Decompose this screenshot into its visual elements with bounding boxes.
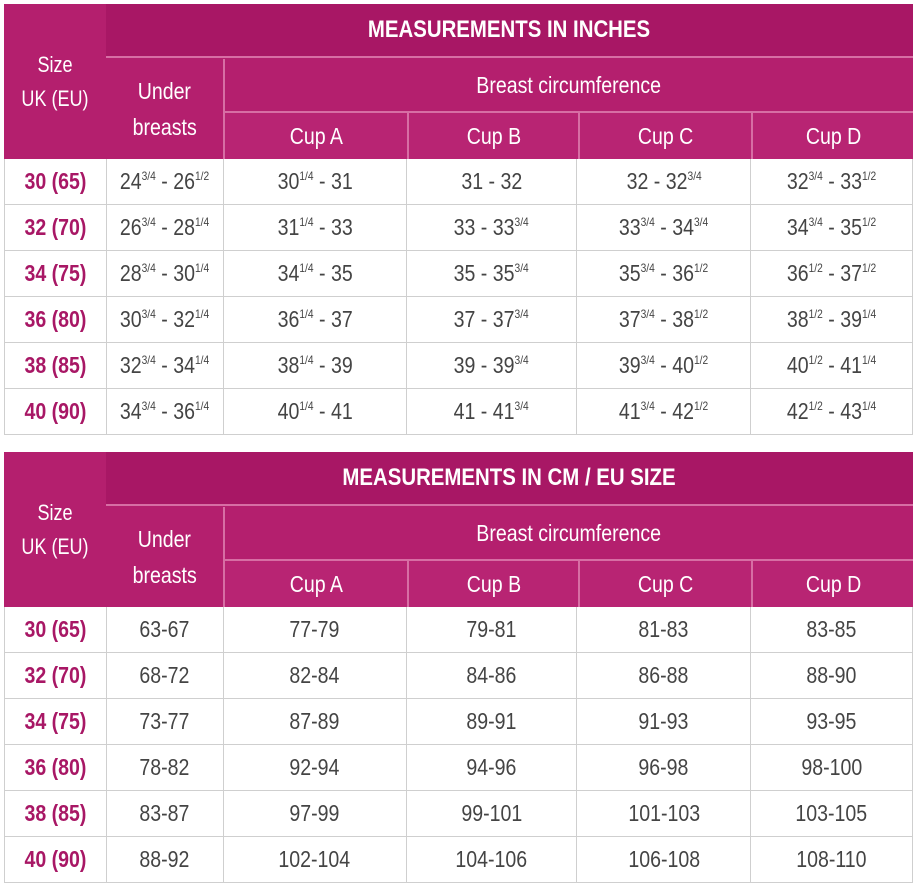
size-cell-text: 40 (90) — [24, 398, 87, 424]
table-row — [5, 653, 913, 699]
under-breasts-cell — [107, 791, 224, 836]
cup-d-cell — [751, 791, 913, 836]
header-divider — [225, 559, 913, 561]
under-breasts-cell-text: $24^{3/4} - 26^{1/2}$ — [120, 168, 210, 194]
cup-a-cell — [224, 343, 407, 388]
cup-a-cell-text: $34^{1/4} - 35$ — [277, 260, 353, 286]
table-row — [5, 607, 913, 653]
header-divider — [106, 56, 913, 58]
cup-a-cell-text: 77-79 — [289, 616, 340, 642]
under-breasts-header — [106, 507, 223, 607]
cup-c-cell — [577, 699, 751, 744]
under-breasts-cell — [107, 251, 224, 296]
cup-d-cell-text: $38^{1/2} - 39^{1/4}$ — [786, 306, 877, 332]
cup-c-cell — [577, 343, 751, 388]
cup-b-cell — [407, 343, 578, 388]
under-header-line1: Under — [137, 526, 192, 552]
cup-a-cell-text: $36^{1/4} - 37$ — [277, 306, 353, 332]
under-breasts-cell — [107, 389, 224, 434]
size-cell-text: 38 (85) — [24, 800, 87, 826]
cup-a-label: Cup A — [289, 122, 343, 149]
size-cell — [5, 837, 107, 882]
cup-b-cell-text: 84-86 — [466, 662, 517, 688]
size-cell-text: 34 (75) — [24, 708, 87, 734]
under-breasts-cell-text: $34^{3/4} - 36^{1/4}$ — [120, 398, 210, 424]
cup-c-label: Cup C — [637, 570, 694, 597]
table-row — [5, 791, 913, 837]
under-breasts-header — [106, 59, 223, 159]
size-cell-text: 40 (90) — [24, 846, 87, 872]
cup-a-cell-text: 92-94 — [289, 754, 340, 780]
cup-b-cell — [407, 745, 578, 790]
cup-d-cell — [751, 205, 913, 250]
under-breasts-cell-text: 78-82 — [139, 754, 190, 780]
cup-c-cell — [577, 389, 751, 434]
cup-c-cell-text: $32 - 32^{3/4}$ — [626, 168, 702, 194]
cup-d-cell-text: 93-95 — [806, 708, 857, 734]
table-row — [5, 343, 913, 389]
table-row — [5, 205, 913, 251]
cup-d-cell — [751, 389, 913, 434]
size-header-line1: Size — [37, 51, 73, 77]
size-header-line2: UK (EU) — [21, 85, 89, 111]
table-row — [5, 699, 913, 745]
cup-c-cell — [577, 745, 751, 790]
cup-c-cell — [577, 791, 751, 836]
size-cell-text: 30 (65) — [24, 168, 87, 194]
cup-d-cell-text: 98-100 — [801, 754, 863, 780]
under-header-line2: breasts — [132, 562, 197, 588]
size-cell — [5, 745, 107, 790]
breast-circumference-header — [225, 507, 913, 559]
under-header-line2: breasts — [132, 114, 197, 140]
table-row — [5, 745, 913, 791]
cup-a-cell — [224, 699, 407, 744]
table-row — [5, 297, 913, 343]
under-breasts-cell-text: 88-92 — [139, 846, 190, 872]
cup-b-cell — [407, 389, 578, 434]
size-cell — [5, 699, 107, 744]
cup-a-header — [225, 561, 407, 607]
cup-d-cell — [751, 159, 913, 204]
cup-d-label: Cup D — [805, 122, 861, 149]
cup-c-header — [578, 561, 752, 607]
cup-b-cell — [407, 607, 578, 652]
size-cell-text: 32 (70) — [24, 662, 87, 688]
under-breasts-cell — [107, 837, 224, 882]
cup-d-cell — [751, 343, 913, 388]
breast-header-text: Breast circumference — [476, 519, 662, 546]
cup-b-cell — [407, 205, 578, 250]
size-cell-text: 32 (70) — [24, 214, 87, 240]
cup-c-cell — [577, 607, 751, 652]
cup-a-cell — [224, 251, 407, 296]
size-cell — [5, 389, 107, 434]
inches-table-body — [4, 159, 913, 435]
cup-b-header — [407, 561, 578, 607]
cup-c-cell-text: 81-83 — [638, 616, 689, 642]
under-breasts-cell — [107, 699, 224, 744]
under-breasts-cell — [107, 607, 224, 652]
under-breasts-cell-text: 73-77 — [139, 708, 190, 734]
size-cell-text: 36 (80) — [24, 306, 87, 332]
inches-table — [4, 4, 913, 435]
cup-d-cell-text: $36^{1/2} - 37^{1/2}$ — [786, 260, 877, 286]
cup-d-cell-text: $42^{1/2} - 43^{1/4}$ — [786, 398, 877, 424]
table-row — [5, 159, 913, 205]
table-row — [5, 837, 913, 883]
header-divider — [223, 507, 225, 607]
size-cell-text: 38 (85) — [24, 352, 87, 378]
under-breasts-cell — [107, 159, 224, 204]
under-breasts-cell-text: 68-72 — [139, 662, 190, 688]
cup-b-cell-text: $35 - 35^{3/4}$ — [453, 260, 530, 286]
cup-c-cell-text: 96-98 — [638, 754, 689, 780]
size-header — [13, 452, 97, 607]
cup-b-cell — [407, 791, 578, 836]
cup-c-cell-text: $41^{3/4} - 42^{1/2}$ — [619, 398, 709, 424]
cup-a-cell — [224, 205, 407, 250]
size-cell — [5, 791, 107, 836]
table-title — [106, 452, 913, 504]
cup-d-cell — [751, 251, 913, 296]
header-divider — [223, 59, 225, 159]
cm-table — [4, 452, 913, 883]
cup-d-cell-text: $34^{3/4} - 35^{1/2}$ — [786, 214, 877, 240]
cup-a-cell — [224, 297, 407, 342]
size-cell-text: 36 (80) — [24, 754, 87, 780]
cup-c-cell — [577, 837, 751, 882]
table-title — [106, 4, 913, 56]
size-header-line1: Size — [37, 499, 73, 525]
cup-d-cell-text: 83-85 — [806, 616, 857, 642]
size-cell — [5, 297, 107, 342]
size-cell — [5, 251, 107, 296]
cup-a-cell-text: $30^{1/4} - 31$ — [277, 168, 353, 194]
cm-table-body — [4, 607, 913, 883]
size-header — [13, 4, 97, 159]
cup-b-cell — [407, 653, 578, 698]
inches-table-header — [4, 4, 913, 159]
cup-c-cell — [577, 251, 751, 296]
under-breasts-cell — [107, 205, 224, 250]
cup-a-cell-text: 97-99 — [289, 800, 340, 826]
cup-c-cell — [577, 159, 751, 204]
cup-b-cell — [407, 297, 578, 342]
cup-a-cell — [224, 607, 407, 652]
cup-d-label: Cup D — [805, 570, 861, 597]
table-title-text: MEASUREMENTS IN CM / EU SIZE — [342, 464, 677, 491]
header-divider — [106, 504, 913, 506]
cup-c-cell-text: 101-103 — [627, 800, 700, 826]
cup-a-cell-text: 87-89 — [289, 708, 340, 734]
size-cell — [5, 205, 107, 250]
cup-a-cell — [224, 389, 407, 434]
cup-c-label: Cup C — [637, 122, 694, 149]
under-breasts-cell — [107, 653, 224, 698]
cup-headers — [225, 113, 913, 159]
cup-headers — [225, 561, 913, 607]
cm-table-header — [4, 452, 913, 607]
cup-d-cell — [751, 699, 913, 744]
cup-a-cell-text: $40^{1/4} - 41$ — [277, 398, 353, 424]
cup-a-header — [225, 113, 407, 159]
cup-d-cell-text: $40^{1/2} - 41^{1/4}$ — [786, 352, 877, 378]
size-cell — [5, 159, 107, 204]
under-breasts-cell-text: 83-87 — [139, 800, 190, 826]
cup-b-cell — [407, 251, 578, 296]
cup-a-cell — [224, 837, 407, 882]
cup-a-cell-text: $31^{1/4} - 33$ — [277, 214, 353, 240]
table-row — [5, 389, 913, 435]
cup-d-cell — [751, 297, 913, 342]
cup-d-cell-text: 88-90 — [806, 662, 857, 688]
cup-b-cell — [407, 159, 578, 204]
under-breasts-cell-text: $32^{3/4} - 34^{1/4}$ — [120, 352, 210, 378]
cup-c-cell — [577, 297, 751, 342]
cup-b-cell-text: 104-106 — [455, 846, 528, 872]
cup-b-cell-text: 89-91 — [466, 708, 517, 734]
cup-b-cell — [407, 837, 578, 882]
under-breasts-cell-text: 63-67 — [139, 616, 190, 642]
cup-a-cell — [224, 791, 407, 836]
cup-d-cell-text: $32^{3/4} - 33^{1/2}$ — [786, 168, 877, 194]
cup-d-cell-text: 108-110 — [796, 846, 867, 872]
cup-b-cell-text: 99-101 — [461, 800, 522, 826]
cup-d-cell-text: 103-105 — [795, 800, 868, 826]
cup-c-header — [578, 113, 752, 159]
cup-d-cell — [751, 745, 913, 790]
under-breasts-cell-text: $30^{3/4} - 32^{1/4}$ — [120, 306, 210, 332]
cup-c-cell — [577, 653, 751, 698]
cup-c-cell-text: 106-108 — [627, 846, 700, 872]
cup-a-cell — [224, 159, 407, 204]
table-title-text: MEASUREMENTS IN INCHES — [368, 16, 651, 43]
cup-a-label: Cup A — [289, 570, 343, 597]
size-cell — [5, 343, 107, 388]
under-breasts-cell-text: $28^{3/4} - 30^{1/4}$ — [120, 260, 210, 286]
cup-c-cell — [577, 205, 751, 250]
cup-c-cell-text: $39^{3/4} - 40^{1/2}$ — [619, 352, 709, 378]
cup-b-label: Cup B — [466, 570, 521, 597]
header-divider — [225, 111, 913, 113]
size-header-line2: UK (EU) — [21, 533, 89, 559]
under-header-line1: Under — [137, 78, 192, 104]
cup-c-cell-text: $33^{3/4} - 34^{3/4}$ — [619, 214, 709, 240]
cup-d-header — [751, 113, 913, 159]
size-cell-text: 34 (75) — [24, 260, 87, 286]
cup-b-cell-text: $37 - 37^{3/4}$ — [453, 306, 530, 332]
size-cell — [5, 653, 107, 698]
cup-c-cell-text: $37^{3/4} - 38^{1/2}$ — [619, 306, 709, 332]
cup-a-cell — [224, 745, 407, 790]
cup-a-cell-text: 82-84 — [289, 662, 340, 688]
cup-b-cell-text: 94-96 — [466, 754, 517, 780]
under-breasts-cell-text: $26^{3/4} - 28^{1/4}$ — [120, 214, 210, 240]
under-breasts-cell — [107, 297, 224, 342]
cup-d-header — [751, 561, 913, 607]
cup-c-cell-text: 86-88 — [638, 662, 689, 688]
cup-b-cell-text: 79-81 — [466, 616, 517, 642]
size-cell-text: 30 (65) — [24, 616, 87, 642]
cup-a-cell — [224, 653, 407, 698]
cup-d-cell — [751, 837, 913, 882]
size-cell — [5, 607, 107, 652]
under-breasts-cell — [107, 343, 224, 388]
breast-header-text: Breast circumference — [476, 71, 662, 98]
cup-d-cell — [751, 653, 913, 698]
cup-a-cell-text: $38^{1/4} - 39$ — [277, 352, 353, 378]
cup-c-cell-text: $35^{3/4} - 36^{1/2}$ — [619, 260, 709, 286]
cup-b-cell — [407, 699, 578, 744]
cup-b-label: Cup B — [466, 122, 521, 149]
cup-b-header — [407, 113, 578, 159]
cup-a-cell-text: 102-104 — [278, 846, 351, 872]
cup-b-cell-text: 31 - 32 — [461, 168, 522, 194]
breast-circumference-header — [225, 59, 913, 111]
cup-b-cell-text: $33 - 33^{3/4}$ — [453, 214, 530, 240]
cup-b-cell-text: $41 - 41^{3/4}$ — [453, 398, 530, 424]
table-row — [5, 251, 913, 297]
cup-d-cell — [751, 607, 913, 652]
cup-c-cell-text: 91-93 — [638, 708, 689, 734]
under-breasts-cell — [107, 745, 224, 790]
cup-b-cell-text: $39 - 39^{3/4}$ — [453, 352, 530, 378]
